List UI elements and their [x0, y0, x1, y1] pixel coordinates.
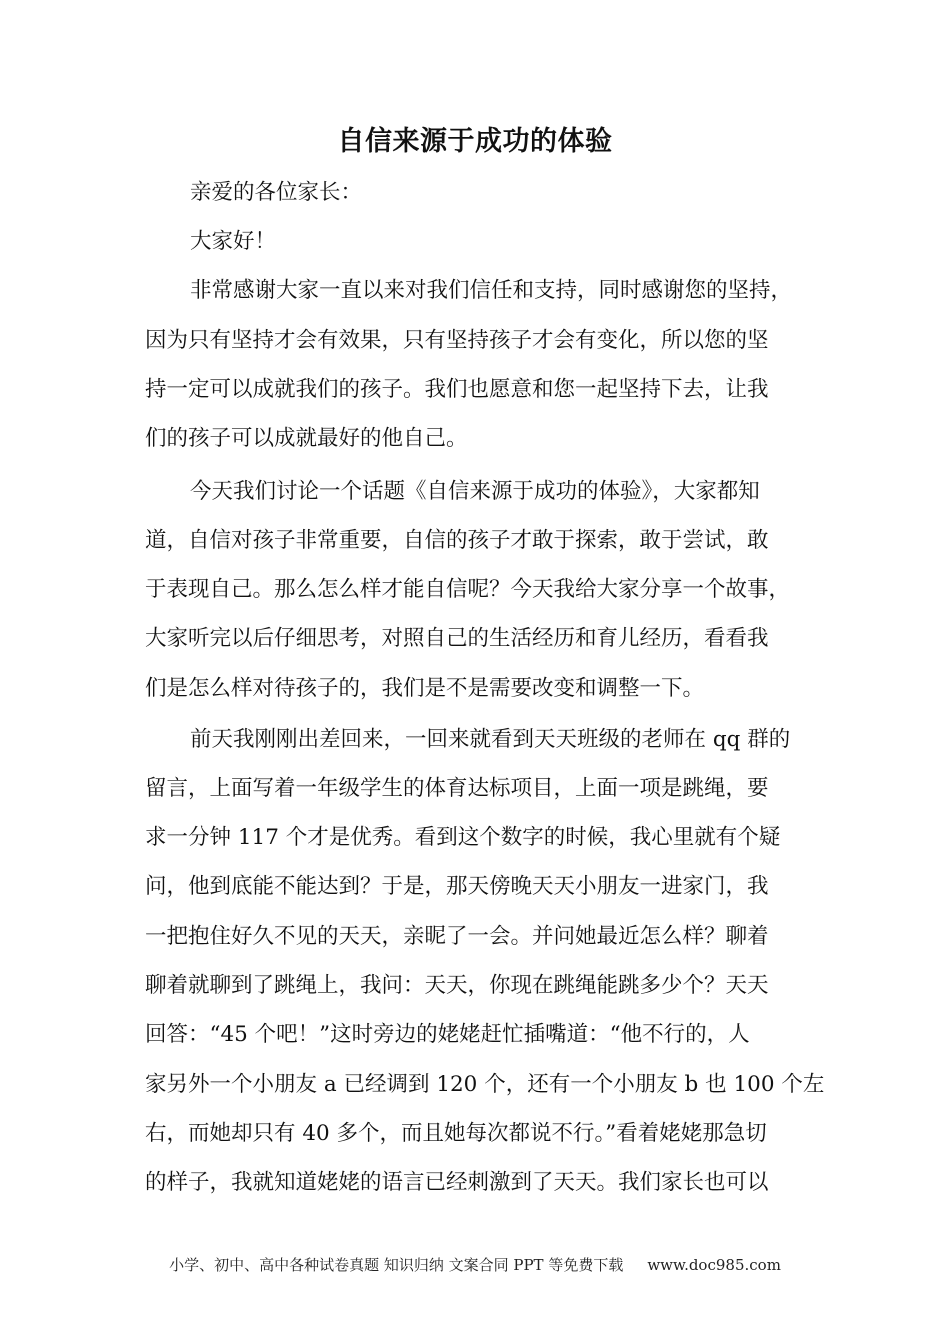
footer-website-link[interactable]: www.doc985.com — [647, 1256, 781, 1274]
paragraph-line: 回答：“45 个吧！”这时旁边的姥姥赶忙插嘴道：“他不行的，人 — [145, 1022, 750, 1047]
paragraph-line: 前天我刚刚出差回来，一回来就看到天天班级的老师在 qq 群的 — [190, 727, 791, 752]
paragraph-line: 聊着就聊到了跳绳上，我问：天天，你现在跳绳能跳多少个？天天 — [145, 973, 769, 998]
paragraph-line: 一把抱住好久不见的天天，亲昵了一会。并问她最近怎么样？聊着 — [145, 924, 769, 949]
paragraph-line: 求一分钟 117 个才是优秀。看到这个数字的时候，我心里就有个疑 — [145, 825, 781, 850]
paragraph-line: 问，他到底能不能达到？于是，那天傍晚天天小朋友一进家门，我 — [145, 874, 769, 899]
paragraph-line: 们的孩子可以成就最好的他自己。 — [145, 426, 468, 451]
greeting: 大家好！ — [190, 229, 277, 254]
paragraph-line: 持一定可以成就我们的孩子。我们也愿意和您一起坚持下去，让我 — [145, 377, 769, 402]
salutation: 亲爱的各位家长： — [190, 180, 363, 205]
paragraph-line: 的样子，我就知道姥姥的语言已经刺激到了天天。我们家长也可以 — [145, 1170, 769, 1195]
paragraph-line: 家另外一个小朋友 a 已经调到 120 个，还有一个小朋友 b 也 100 个左 — [145, 1072, 825, 1097]
page-footer — [0, 1254, 950, 1276]
paragraph-line: 们是怎么样对待孩子的，我们是不是需要改变和调整一下。 — [145, 676, 705, 701]
paragraph-line: 今天我们讨论一个话题《自信来源于成功的体验》，大家都知 — [190, 479, 760, 504]
paragraph-line: 非常感谢大家一直以来对我们信任和支持，同时感谢您的坚持， — [190, 278, 793, 303]
paragraph-line: 于表现自己。那么怎么样才能自信呢？今天我给大家分享一个故事， — [145, 577, 791, 602]
paragraph-line: 因为只有坚持才会有效果，只有坚持孩子才会有变化，所以您的坚 — [145, 328, 769, 353]
footer-text: 小学、初中、高中各种试卷真题 知识归纳 文案合同 PPT 等免费下载 — [169, 1256, 624, 1274]
paragraph-line: 大家听完以后仔细思考，对照自己的生活经历和育儿经历，看看我 — [145, 626, 769, 651]
paragraph-line: 道，自信对孩子非常重要，自信的孩子才敢于探索，敢于尝试，敢 — [145, 528, 769, 553]
document-title: 自信来源于成功的体验 — [337, 126, 613, 157]
paragraph-line: 右，而她却只有 40 多个，而且她每次都说不行。”看着姥姥那急切 — [145, 1121, 767, 1146]
paragraph-line: 留言，上面写着一年级学生的体育达标项目，上面一项是跳绳，要 — [145, 776, 769, 801]
